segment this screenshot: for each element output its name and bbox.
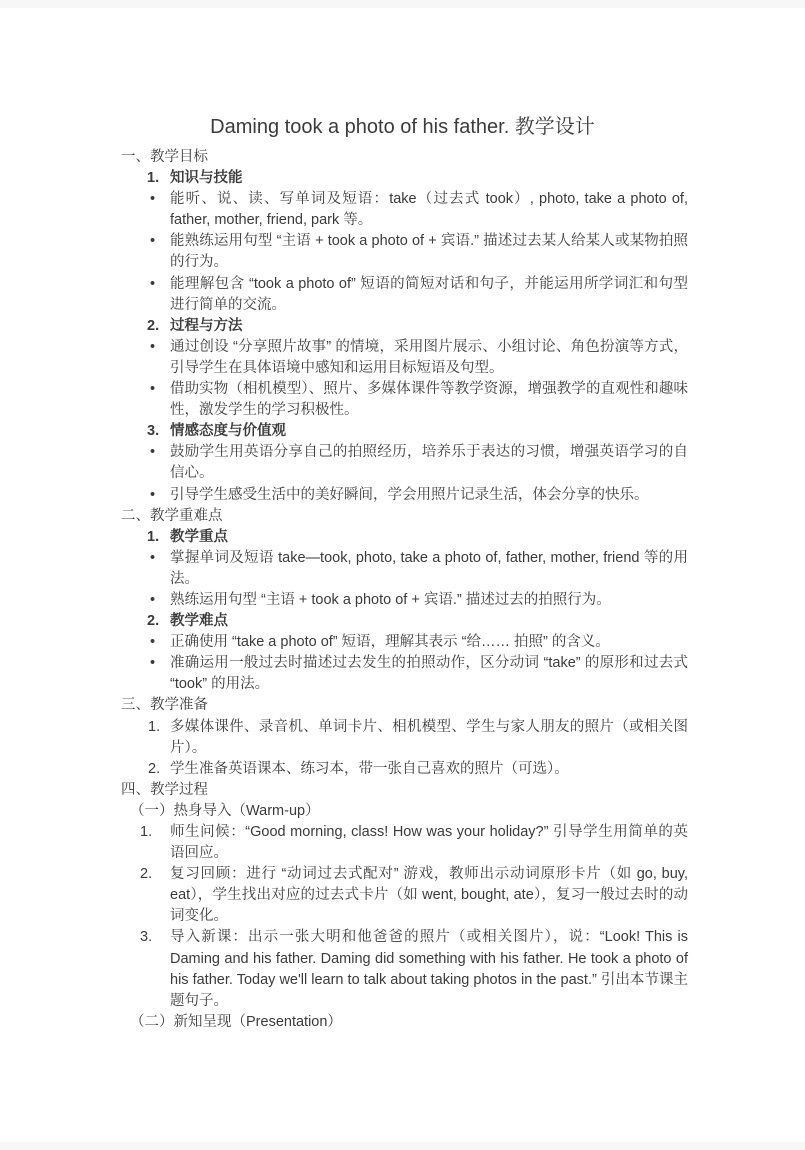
text-run: 通过创设 “分享照片故事” 的情境，采用图片展示、小组讨论、角色扮演等方式，引导学生在具体语境中感知和运用目标短语及句型。	[170, 338, 688, 376]
numbered-subheading	[0, 316, 805, 337]
list-number: 3.	[140, 929, 153, 946]
numbered-step	[0, 927, 805, 1011]
list-number: 2.	[140, 866, 153, 883]
numbered-step	[0, 822, 805, 864]
bullet-item	[0, 274, 805, 316]
bullet-item	[0, 632, 805, 653]
text-run: 能听、说、读、写单词及短语：take（过去式 took）, photo, take a photo of, father, mother, friend, park 等。	[170, 191, 688, 229]
bullet-icon: •	[150, 549, 156, 566]
numbered-item	[0, 717, 805, 759]
text-run: 鼓励学生用英语分享自己的拍照经历，培养乐于表达的习惯，增强英语学习的自信心。	[170, 444, 688, 482]
document-body	[0, 147, 805, 1033]
bullet-item	[0, 485, 805, 506]
text-run: 过程与方法	[170, 317, 243, 334]
text-run: 三、教学准备	[121, 697, 208, 714]
bullet-item	[0, 442, 805, 484]
part-heading	[0, 801, 805, 822]
bullet-icon: •	[150, 381, 156, 398]
document-title: Daming took a photo of his father. 教学设计	[210, 116, 595, 138]
text-run: 师生问候：“Good morning, class! How was your holiday?” 引导学生用简单的英语回应。	[170, 824, 688, 862]
list-number: 2.	[147, 317, 160, 334]
part-heading	[0, 1012, 805, 1033]
text-run: 教学重点	[170, 528, 228, 545]
section-heading	[0, 695, 805, 716]
text-run: 能熟练运用句型 “主语 + took a photo of + 宾语.” 描述过去某人给某人或某物拍照的行为。	[170, 233, 688, 271]
text-run: 借助实物（相机模型）、照片、多媒体课件等教学资源，增强教学的直观性和趣味性，激发学生的学习积极性。	[170, 381, 688, 419]
text-run: （二）新知呈现（Presentation）	[130, 1013, 342, 1030]
numbered-subheading	[0, 421, 805, 442]
bullet-icon: •	[150, 634, 156, 651]
bullet-icon: •	[150, 655, 156, 672]
text-run: 导入新课：出示一张大明和他爸爸的照片（或相关图片），说：“Look! This is Daming and his father. Daming did something with his father. He took a photo of his father. Today we'll learn to talk about taking photos in the past.” 引出本节课主题句子。	[170, 929, 688, 1009]
bullet-icon: •	[150, 338, 156, 355]
text-run: 学生准备英语课本、练习本，带一张自己喜欢的照片（可选）。	[170, 760, 569, 777]
numbered-subheading	[0, 527, 805, 548]
text-run: 情感态度与价值观	[170, 423, 286, 440]
bullet-item	[0, 548, 805, 590]
bullet-item	[0, 337, 805, 379]
text-run: 教学难点	[170, 613, 228, 630]
bullet-icon: •	[150, 191, 156, 208]
section-heading	[0, 506, 805, 527]
text-run: （一）热身导入（Warm-up）	[130, 802, 320, 819]
text-run: 掌握单词及短语 take—took, photo, take a photo of, father, mother, friend 等的用法。	[170, 549, 688, 587]
text-run: 多媒体课件、录音机、单词卡片、相机模型、学生与家人朋友的照片（或相关图片）。	[170, 718, 688, 756]
text-run: 熟练运用句型 “主语 + took a photo of + 宾语.” 描述过去的拍照行为。	[170, 591, 611, 608]
bullet-item	[0, 653, 805, 695]
text-run: 二、教学重难点	[121, 507, 223, 524]
bullet-item	[0, 379, 805, 421]
text-run: 正确使用 “take a photo of” 短语，理解其表示 “给…… 拍照” 的含义。	[170, 634, 610, 651]
bullet-icon: •	[150, 486, 156, 503]
numbered-item	[0, 759, 805, 780]
text-run: 准确运用一般过去时描述过去发生的拍照动作，区分动词 “take” 的原形和过去式 “took” 的用法。	[170, 655, 688, 693]
text-run: 引导学生感受生活中的美好瞬间，学会用照片记录生活，体会分享的快乐。	[170, 486, 649, 503]
text-run: 复习回顾：进行 “动词过去式配对” 游戏，教师出示动词原形卡片（如 go, buy, eat），学生找出对应的过去式卡片（如 went, bought, ate），复习一般过去时的动词变化。	[170, 866, 688, 925]
bullet-item	[0, 231, 805, 273]
list-number: 1.	[148, 718, 161, 735]
bullet-icon: •	[150, 275, 156, 292]
list-number: 1.	[140, 824, 153, 840]
text-run: 一、教学目标	[121, 149, 208, 165]
bullet-icon: •	[150, 444, 156, 461]
list-number: 1.	[147, 170, 160, 187]
numbered-subheading	[0, 168, 805, 189]
bullet-icon: •	[150, 233, 156, 250]
bullet-item	[0, 590, 805, 611]
list-number: 3.	[147, 423, 160, 440]
numbered-subheading	[0, 611, 805, 632]
numbered-step	[0, 864, 805, 927]
list-number: 1.	[147, 528, 160, 545]
list-number: 2.	[147, 613, 160, 630]
text-run: 四、教学过程	[121, 781, 208, 798]
bullet-icon: •	[150, 591, 156, 608]
text-run: 能理解包含 “took a photo of” 短语的简短对话和句子，并能运用所学词汇和句型进行简单的交流。	[170, 275, 688, 313]
list-number: 2.	[148, 760, 161, 777]
bullet-item	[0, 189, 805, 231]
text-run: 知识与技能	[170, 170, 243, 187]
section-heading	[0, 780, 805, 801]
document-page	[0, 8, 805, 1142]
section-heading	[0, 147, 805, 168]
